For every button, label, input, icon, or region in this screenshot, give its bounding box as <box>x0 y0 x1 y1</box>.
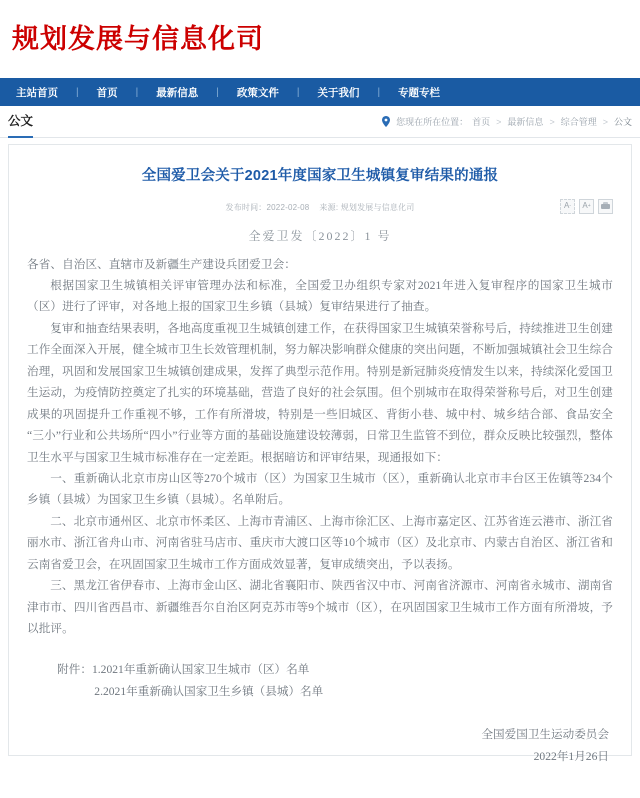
publish-time-label: 发布时间： <box>225 202 267 212</box>
salutation: 各省、自治区、直辖市及新疆生产建设兵团爱卫会： <box>27 257 296 271</box>
nav-separator: | <box>76 86 79 98</box>
main-navigation <box>0 78 640 106</box>
nav-item-about-us[interactable]: 关于我们 <box>317 86 360 99</box>
attachment-item-1[interactable]: 1.2021年重新确认国家卫生城市（区）名单 <box>91 663 310 677</box>
nav-item-special-topics[interactable]: 专题专栏 <box>398 86 441 99</box>
attachment-line-1 <box>57 659 613 680</box>
breadcrumb-row <box>0 106 640 138</box>
breadcrumb-item-home[interactable]: 首页 <box>472 117 491 127</box>
paragraph-1: 根据国家卫生城镇相关评审管理办法和标准，全国爱卫办组织专家对2021年进入复审程序的国家卫生城市（区）进行了评审，对各地上报的国家卫生乡镇（县城）复审结果进行了抽查。 <box>27 279 613 314</box>
breadcrumb-prefix: 您现在所在位置： <box>396 117 469 127</box>
breadcrumb-item-general-management[interactable]: 综合管理 <box>560 117 597 127</box>
breadcrumb-item-latest-news[interactable]: 最新信息 <box>507 117 544 127</box>
paragraph-item-one: 一、重新确认北京市房山区等270个城市（区）为国家卫生城市（区），重新确认北京市丰台区王佐镇等234个乡镇（县城）为国家卫生乡镇（县城）。名单附后。 <box>27 471 613 507</box>
signer-name: 全国爱国卫生运动委员会 <box>481 728 609 742</box>
article-meta-row <box>27 198 613 218</box>
signature-block <box>27 724 613 767</box>
breadcrumb-separator: > <box>602 116 608 127</box>
paragraph-item-two: 二、北京市通州区、北京市怀柔区、上海市青浦区、上海市徐汇区、上海市嘉定区、江苏省连云港市、浙江省丽水市、浙江省舟山市、河南省驻马店市、重庆市大渡口区等10个城市（区）及北京市、内蒙古自治区、浙江省和云南省爱卫会，在巩固国家卫生城市工作方面成效显著，复审成绩突出，予以表扬。 <box>27 514 613 571</box>
breadcrumb <box>382 115 632 128</box>
paragraph-item-three: 三、黑龙江省伊春市、上海市金山区、湖北省襄阳市、陕西省汉中市、河南省济源市、河南省永城市、湖南省津市市、四川省西昌市、新疆维吾尔自治区阿克苏市等9个城市（区），在巩固国家卫生城市工作方面有所滑坡，予以批评。 <box>27 579 613 635</box>
nav-item-main-home[interactable]: 主站首页 <box>16 86 58 99</box>
article-meta <box>27 198 613 218</box>
nav-separator: | <box>135 86 139 98</box>
nav-item-latest-news[interactable]: 最新信息 <box>156 86 199 99</box>
printer-icon <box>601 202 610 210</box>
nav-item-policy-documents[interactable]: 政策文件 <box>236 86 279 99</box>
source-value: 规划发展与信息化司 <box>340 202 415 212</box>
attachment-line-2 <box>57 681 613 702</box>
source-label: 来源: <box>319 202 339 212</box>
print-button[interactable] <box>598 199 613 214</box>
attachment-label: 附件： <box>57 663 92 677</box>
masthead <box>0 0 640 78</box>
nav-separator: | <box>296 86 300 98</box>
font-decrease-button[interactable]: A - <box>560 199 575 214</box>
nav-item-home[interactable]: 首页 <box>96 86 118 99</box>
breadcrumb-separator: > <box>496 116 502 127</box>
signature-date: 2022年1月26日 <box>533 749 609 763</box>
breadcrumb-item-current: 公文 <box>613 117 632 127</box>
breadcrumb-separator: > <box>549 116 555 127</box>
document-number: 全爱卫发〔2022〕1 号 <box>248 228 392 243</box>
publish-date: 2022-02-08 <box>266 202 310 212</box>
article-title: 全国爱卫会关于2021年度国家卫生城镇复审结果的通报 <box>141 168 499 184</box>
nav-separator: | <box>377 86 381 98</box>
location-pin-icon <box>382 116 390 127</box>
article-tools <box>560 199 613 214</box>
attachment-item-2[interactable]: 2.2021年重新确认国家卫生乡镇（县城）名单 <box>94 684 324 698</box>
site-title: 规划发展与信息化司 <box>12 23 264 54</box>
article-card <box>8 144 632 763</box>
font-increase-button[interactable]: A + <box>579 199 594 214</box>
attachments-block <box>27 659 613 702</box>
paragraph-2: 复审和抽查结果表明，各地高度重视卫生城镇创建工作，在获得国家卫生城镇荣誉称号后，持续推进卫生创建工作全面深入开展，健全城市卫生长效管理机制，努力解决影响群众健康的突出问题，不断加强城镇社会卫生综合治理，巩固和发展国家卫生城镇创建成果，发挥了典型示范作用。特别是新冠肺炎疫情发生以来，持续深化爱国卫生运动，为疫情防控奠定了扎实的环境基础，营造了良好的社会氛围。但个别城市在取得荣誉称号后，对卫生创建成果的巩固提升工作重视不够，工作有所滑坡，特别是一些旧城区、背街小巷、城中村、城乡结合部、食品安全“三小”行业和公共场所“四小”行业等方面的基础设施建设较薄弱，日常卫生监管不到位，群众反映比较强烈，整体卫生水平与国家卫生城市标准存在一定差距。根据暗访和评审结果，现通报如下： <box>27 321 613 464</box>
article-body <box>27 254 613 640</box>
page-title: 公文 <box>8 111 33 133</box>
nav-separator: | <box>216 86 219 98</box>
